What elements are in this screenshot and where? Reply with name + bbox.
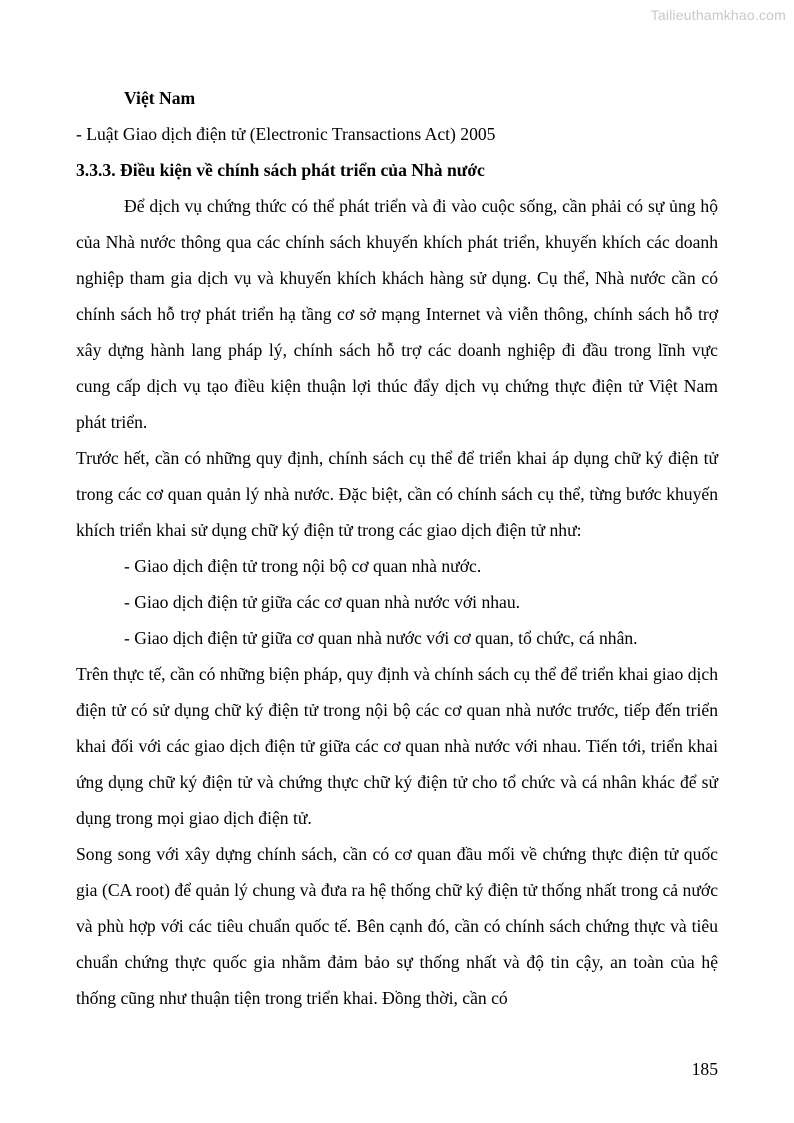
heading-country: Việt Nam xyxy=(124,88,196,108)
page-number: 185 xyxy=(691,1059,718,1079)
bullet-item: - Giao dịch điện tử giữa các cơ quan nhà nước với nhau. xyxy=(124,592,521,612)
document-body xyxy=(76,80,718,1016)
paragraph-in-practice: Trên thực tế, cần có những biện pháp, quy định và chính sách cụ thể để triển khai giao dịch điện tử có sử dụng chữ ký điện tử trong nội bộ các cơ quan nhà nước trước, tiếp đến triển khai đối với các giao dịch điện tử giữa các cơ quan nhà nước với nhau. Tiến tới, triển khai ứng dụng chữ ký điện tử và chứng thực chữ ký điện tử cho tổ chức và cá nhân khác để sử dụng trong mọi giao dịch điện tử. xyxy=(76,664,718,828)
bullet-item: - Giao dịch điện tử trong nội bộ cơ quan nhà nước. xyxy=(124,556,482,576)
law-line: - Luật Giao dịch điện tử (Electronic Transactions Act) 2005 xyxy=(76,124,496,144)
paragraph-first-of-all: Trước hết, cần có những quy định, chính sách cụ thể để triển khai áp dụng chữ ký điện tử trong các cơ quan quản lý nhà nước. Đặc biệt, cần có chính sách cụ thể, từng bước khuyến khích triển khai sử dụng chữ ký điện tử trong các giao dịch điện tử như: xyxy=(76,448,718,540)
watermark: Tailieuthamkhao.com xyxy=(650,7,786,23)
paragraph-in-parallel: Song song với xây dựng chính sách, cần có cơ quan đầu mối về chứng thực điện tử quốc gia (CA root) để quản lý chung và đưa ra hệ thống chữ ký điện tử thống nhất trong cả nước và phù hợp với các tiêu chuẩn quốc tế. Bên cạnh đó, cần có chính sách chứng thực và tiêu chuẩn chứng thực quốc gia nhằm đảm bảo sự thống nhất và độ tin cậy, an toàn của hệ thống cũng như thuận tiện trong triển khai. Đồng thời, cần có xyxy=(76,844,718,1008)
bullet-item: - Giao dịch điện tử giữa cơ quan nhà nước với cơ quan, tổ chức, cá nhân. xyxy=(124,628,638,648)
paragraph-intro: Để dịch vụ chứng thức có thể phát triển và đi vào cuộc sống, cần phải có sự ủng hộ của Nhà nước thông qua các chính sách khuyến khích phát triển, khuyến khích các doanh nghiệp tham gia dịch vụ và khuyến khích khách hàng sử dụng. Cụ thể, Nhà nước cần có chính sách hỗ trợ phát triển hạ tầng cơ sở mạng Internet và viễn thông, chính sách hỗ trợ xây dựng hành lang pháp lý, chính sách hỗ trợ các doanh nghiệp đi đầu trong lĩnh vực cung cấp dịch vụ tạo điều kiện thuận lợi thúc đẩy dịch vụ chứng thực điện tử Việt Nam phát triển. xyxy=(76,196,718,432)
section-heading: 3.3.3. Điều kiện về chính sách phát triển của Nhà nước xyxy=(76,160,485,180)
